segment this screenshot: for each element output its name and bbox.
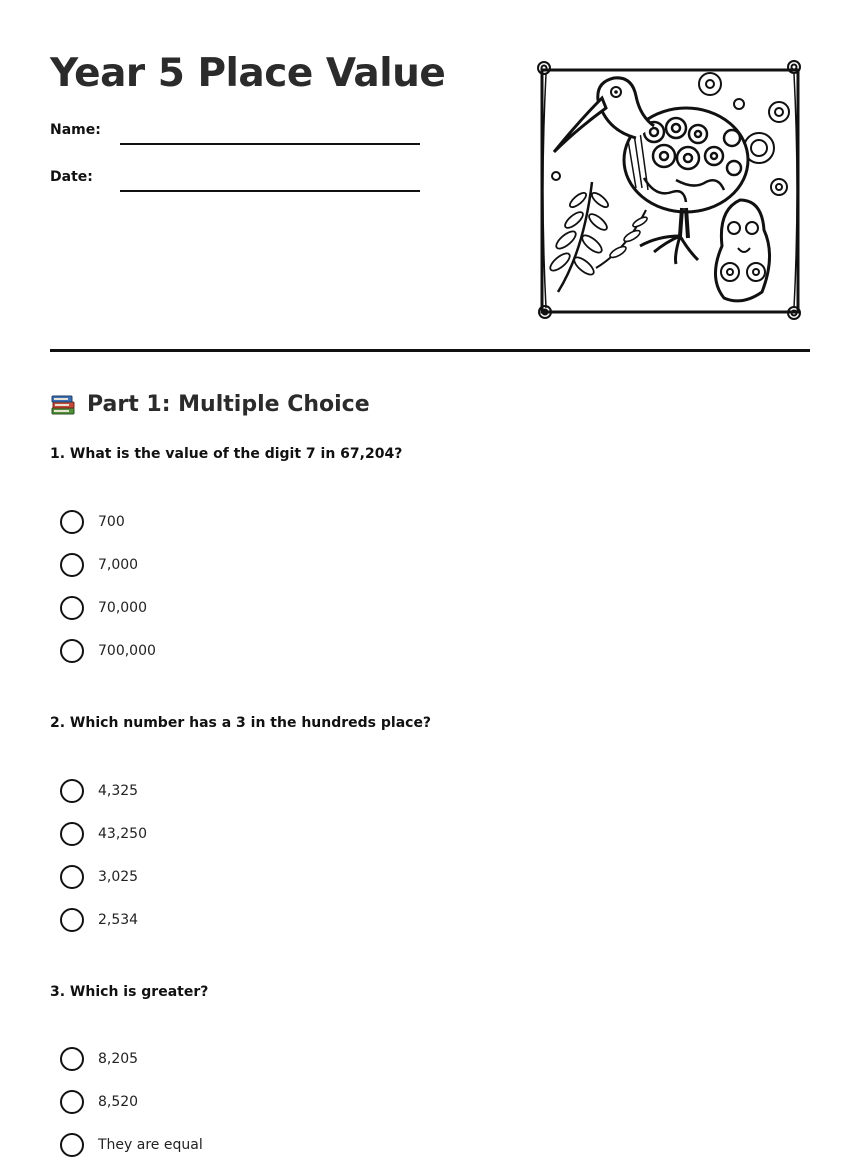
q1-option-a[interactable] [60,510,125,534]
option-label: They are equal [98,1137,203,1153]
question-2: 2. Which number has a 3 in the hundreds place? [50,715,432,731]
option-label: 700 [98,514,125,530]
option-label: 4,325 [98,783,139,799]
radio-button[interactable] [60,510,84,534]
radio-button[interactable] [60,779,84,803]
radio-button[interactable] [60,908,84,932]
radio-button[interactable] [60,1133,84,1157]
q1-option-d[interactable] [60,639,156,663]
q1-option-c[interactable] [60,596,147,620]
name-label: Name: [50,122,101,138]
option-label: 8,520 [98,1094,139,1110]
radio-button[interactable] [60,1090,84,1114]
date-label: Date: [50,169,93,185]
radio-button[interactable] [60,639,84,663]
worksheet-title: Year 5 Place Value [50,51,446,96]
q3-option-c[interactable] [60,1133,203,1157]
option-label: 700,000 [98,643,156,659]
q3-option-a[interactable] [60,1047,138,1071]
radio-button[interactable] [60,596,84,620]
q2-option-d[interactable] [60,908,138,932]
question-1: 1. What is the value of the digit 7 in 67,204? [50,446,403,462]
radio-button[interactable] [60,822,84,846]
q3-option-b[interactable] [60,1090,138,1114]
q1-option-b[interactable] [60,553,138,577]
option-label: 43,250 [98,826,147,842]
radio-button[interactable] [60,865,84,889]
q2-option-a[interactable] [60,779,138,803]
section-heading [50,389,370,419]
radio-button[interactable] [60,553,84,577]
question-3: 3. Which is greater? [50,984,209,1000]
option-label: 2,534 [98,912,139,928]
header-divider [50,349,810,352]
option-label: 70,000 [98,600,147,616]
date-field[interactable] [120,190,420,192]
option-label: 7,000 [98,557,139,573]
section-title: Part 1: Multiple Choice [87,391,370,417]
option-label: 8,205 [98,1051,139,1067]
radio-button[interactable] [60,1047,84,1071]
q2-option-b[interactable] [60,822,147,846]
kiwi-bird-fern-illustration [536,60,804,322]
books-icon [50,391,76,417]
q2-option-c[interactable] [60,865,138,889]
option-label: 3,025 [98,869,139,885]
name-field[interactable] [120,143,420,145]
